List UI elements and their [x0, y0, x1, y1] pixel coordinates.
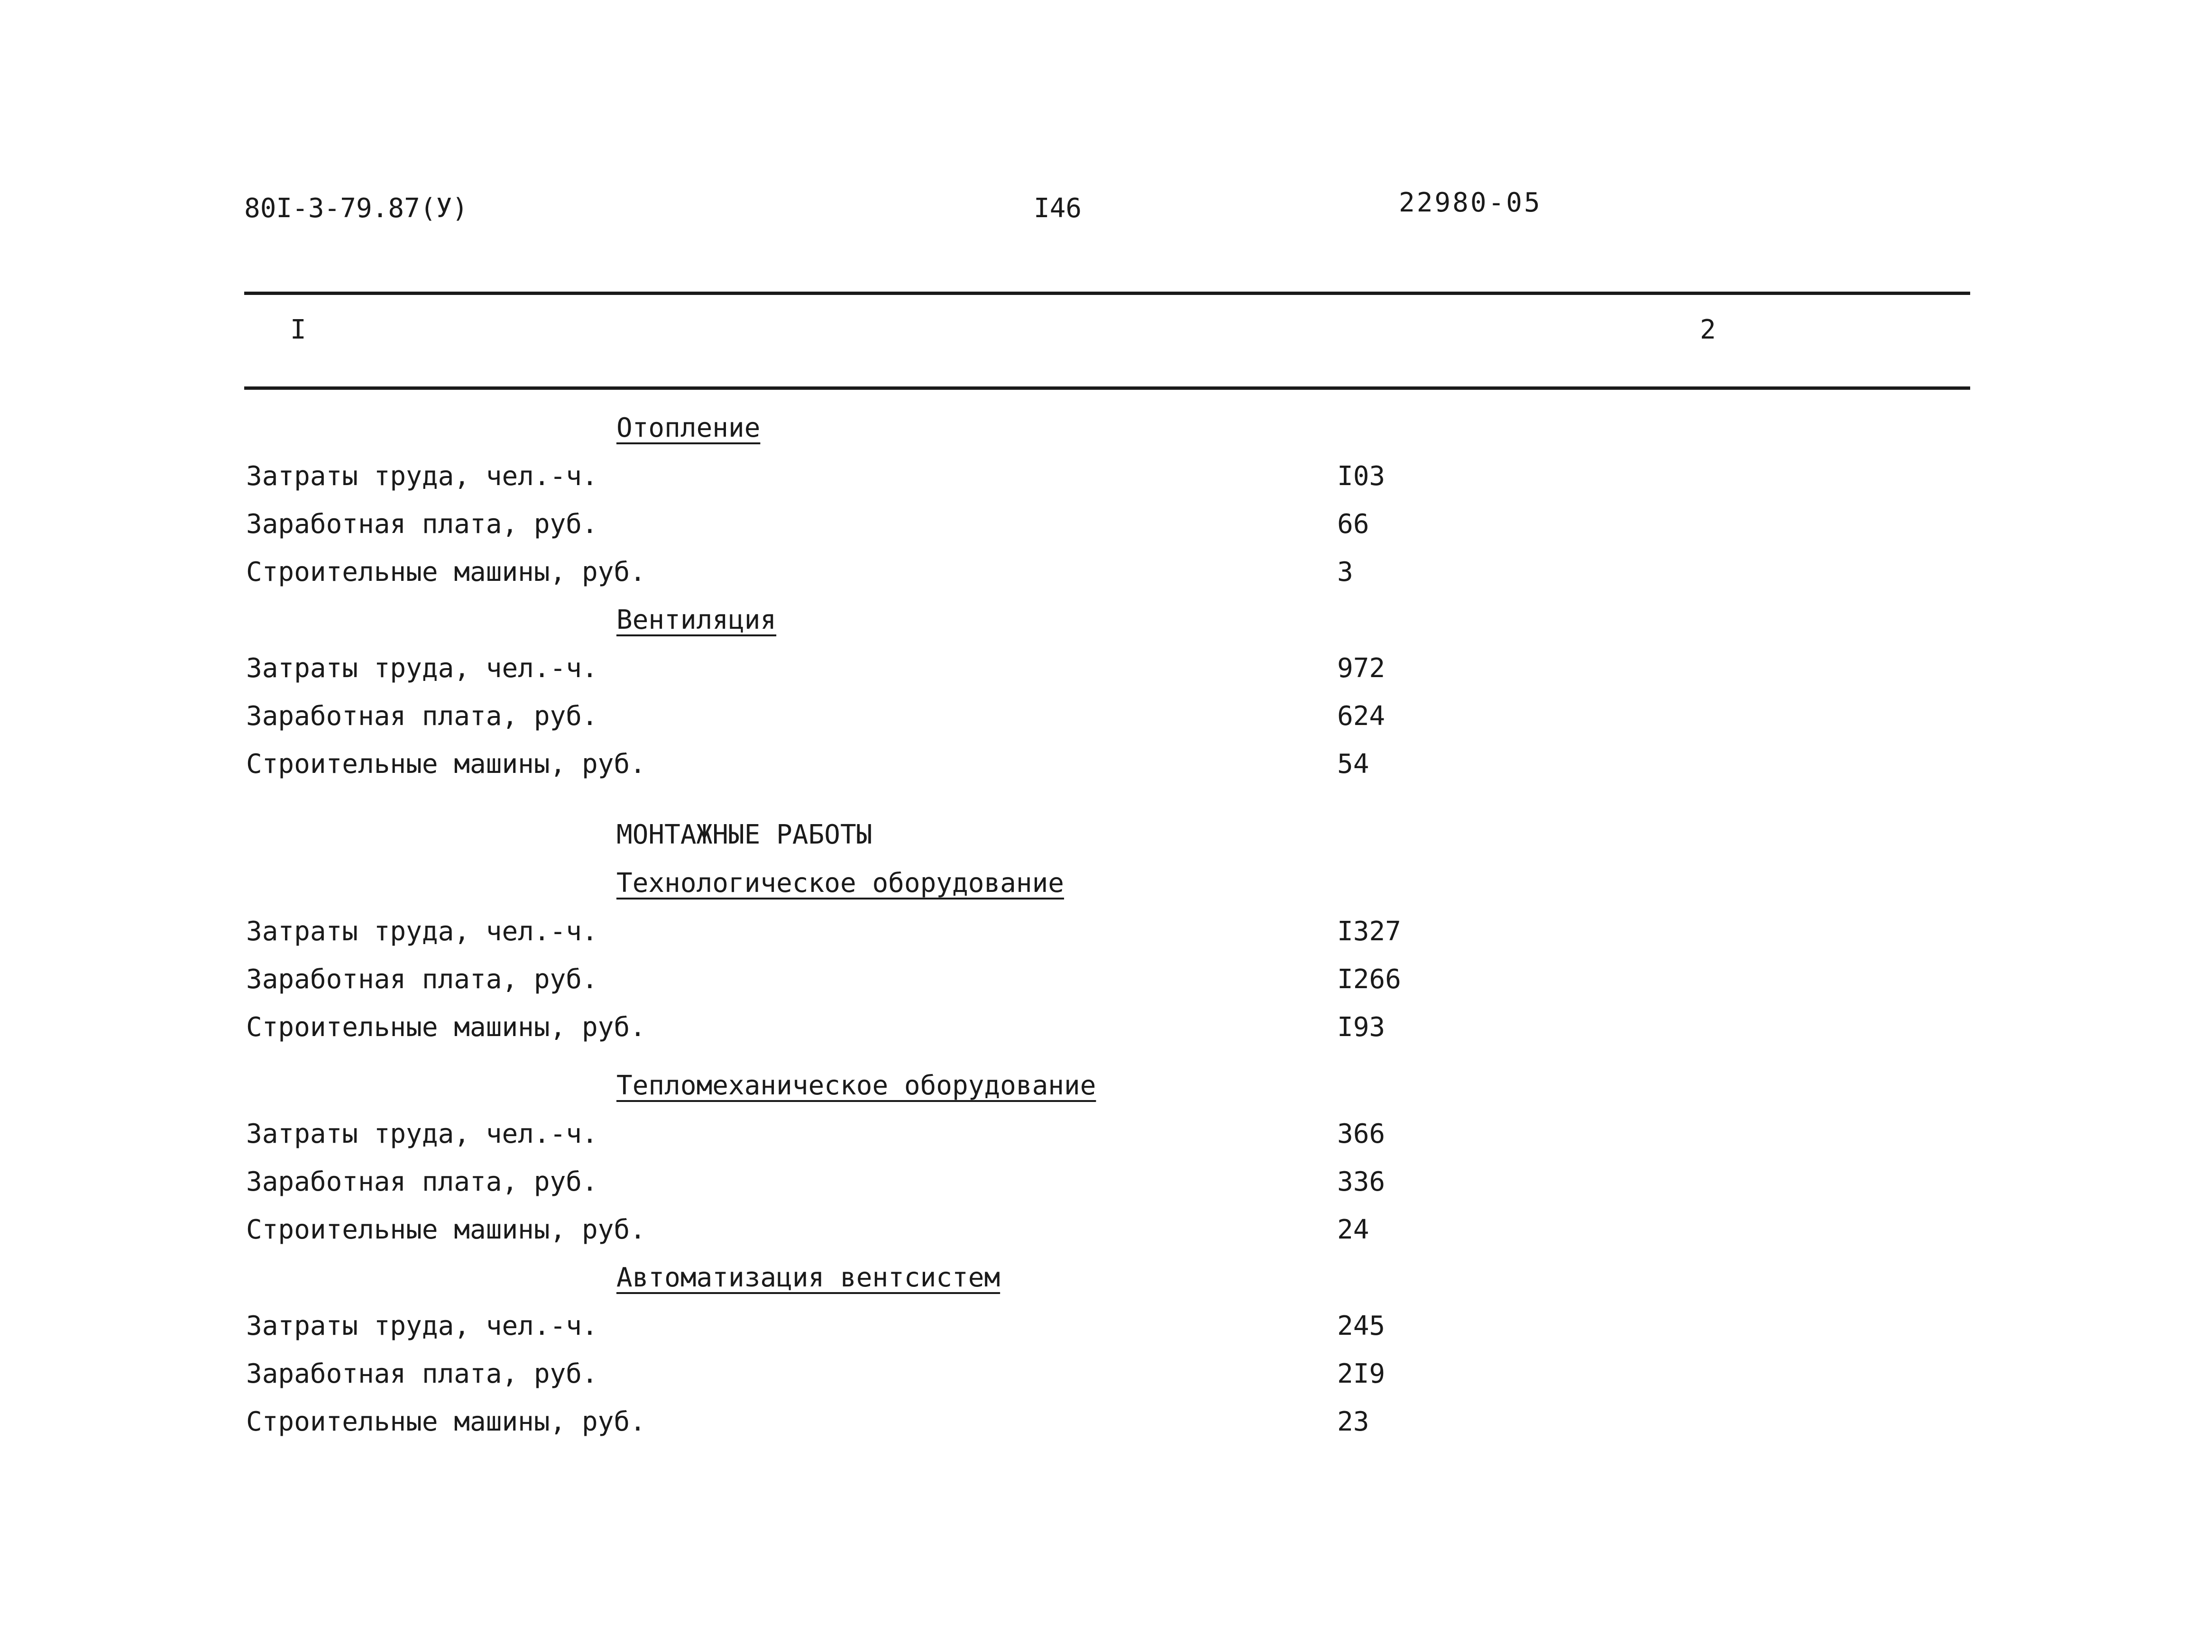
section-title — [244, 811, 1970, 859]
section-title-text: Автоматизация вентсистем — [616, 1262, 1000, 1293]
table-row — [244, 452, 1970, 500]
row-value: I03 — [1337, 461, 1386, 492]
row-label: Затраты труда, чел.-ч. — [246, 653, 598, 684]
row-label: Затраты труда, чел.-ч. — [246, 461, 598, 492]
row-label: Строительные машины, руб. — [246, 557, 646, 587]
table-row — [244, 1398, 1970, 1446]
row-label: Строительные машины, руб. — [246, 749, 646, 780]
row-value: I266 — [1337, 964, 1401, 995]
table-body — [244, 404, 1970, 1446]
section-title-text: МОНТАЖНЫЕ РАБОТЫ — [616, 819, 872, 850]
row-value: 2I9 — [1337, 1358, 1386, 1389]
row-value: 54 — [1337, 749, 1369, 780]
row-label: Заработная плата, руб. — [246, 1358, 598, 1389]
section-title-text: Технологическое оборудование — [616, 868, 1065, 899]
row-label: Затраты труда, чел.-ч. — [246, 1119, 598, 1149]
table-row — [244, 1110, 1970, 1158]
row-label: Затраты труда, чел.-ч. — [246, 1311, 598, 1341]
table-row — [244, 740, 1970, 788]
row-value: 972 — [1337, 653, 1386, 684]
row-label: Заработная плата, руб. — [246, 964, 598, 995]
table-row — [244, 955, 1970, 1003]
section-title-text: Вентиляция — [616, 605, 777, 635]
table-row — [244, 500, 1970, 548]
section-title — [244, 859, 1970, 908]
row-value: 336 — [1337, 1166, 1386, 1197]
column-header-2: 2 — [1700, 314, 1716, 345]
row-value: 3 — [1337, 557, 1353, 587]
table-top-rule — [244, 292, 1970, 295]
table-row — [244, 908, 1970, 955]
section-title — [244, 596, 1970, 644]
row-value: 66 — [1337, 509, 1369, 540]
row-label: Строительные машины, руб. — [246, 1012, 646, 1043]
row-label: Строительные машины, руб. — [246, 1214, 646, 1245]
row-value: 23 — [1337, 1406, 1369, 1437]
section-title-text: Тепломеханическое оборудование — [616, 1070, 1096, 1101]
row-value: 245 — [1337, 1311, 1386, 1341]
table-row — [244, 1158, 1970, 1206]
row-label: Затраты труда, чел.-ч. — [246, 916, 598, 947]
document-code: 80I-3-79.87(У) — [244, 193, 468, 224]
row-label: Заработная плата, руб. — [246, 701, 598, 732]
table-header-rule — [244, 386, 1970, 390]
column-header-1: I — [290, 314, 306, 345]
stamp-number: 22980-05 — [1399, 187, 1542, 218]
row-value: 24 — [1337, 1214, 1369, 1245]
row-value: I327 — [1337, 916, 1401, 947]
row-value: 624 — [1337, 701, 1386, 732]
section-title — [244, 404, 1970, 452]
table-row — [244, 1302, 1970, 1350]
table-row — [244, 692, 1970, 740]
table-row — [244, 548, 1970, 596]
section-title — [244, 1062, 1970, 1110]
table-row — [244, 1350, 1970, 1398]
row-label: Заработная плата, руб. — [246, 1166, 598, 1197]
page-number: I46 — [1034, 193, 1082, 224]
table-row — [244, 1206, 1970, 1254]
row-label: Заработная плата, руб. — [246, 509, 598, 540]
table-row — [244, 644, 1970, 692]
row-label: Строительные машины, руб. — [246, 1406, 646, 1437]
section-title — [244, 1254, 1970, 1302]
table-row — [244, 1003, 1970, 1051]
section-title-text: Отопление — [616, 413, 761, 443]
row-value: I93 — [1337, 1012, 1386, 1043]
row-value: 366 — [1337, 1119, 1386, 1149]
